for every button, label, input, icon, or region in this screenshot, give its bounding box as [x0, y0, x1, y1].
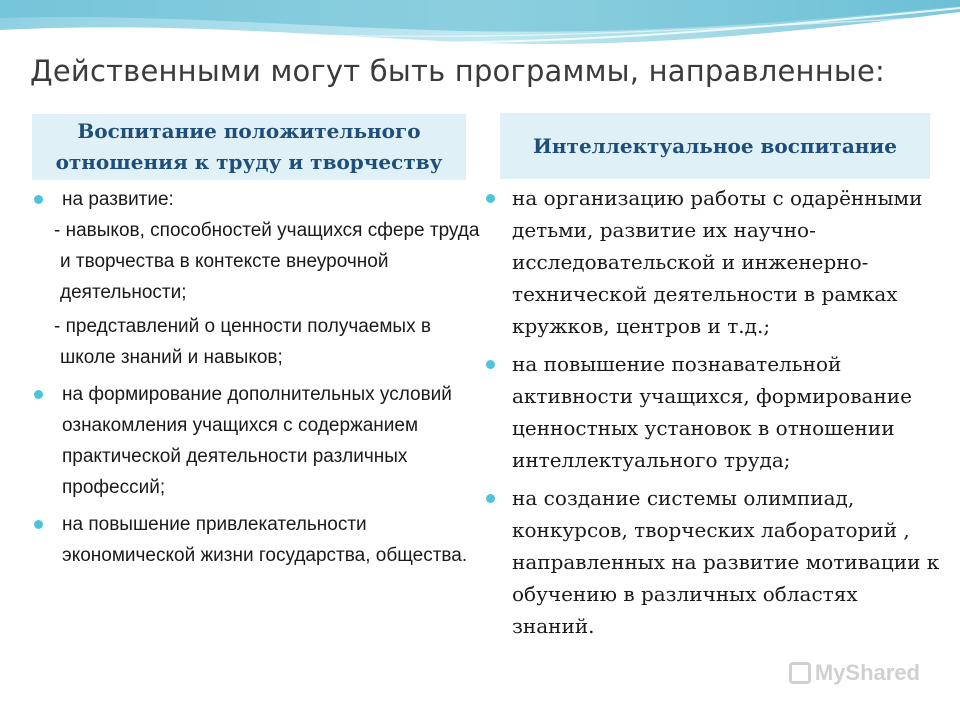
right-bullet1-text: на организацию работы с одарёнными детьми, развитие их научно-исследовательской и инженерно-технической деятельности в рамках кружков, центров и т.д.;: [512, 186, 923, 338]
bullet-icon: [34, 390, 43, 399]
bullet-icon: [486, 494, 495, 503]
left-column-list: [30, 184, 480, 571]
list-item: [480, 182, 940, 342]
left-bullet1-text: на развитие:: [62, 189, 174, 210]
list-item: [30, 379, 480, 503]
left-bullet2-text: на формирование дополнительных условий ознакомления учащихся с содержанием практической деятельности различных профессий;: [62, 384, 452, 498]
watermark-text: MyShared: [814, 660, 920, 685]
bullet-icon: [486, 194, 495, 203]
left-heading-line2: отношения к труду и творчеству: [55, 150, 443, 174]
bullet-icon: [34, 195, 43, 204]
right-column-list: [480, 182, 940, 642]
watermark: [789, 660, 920, 686]
right-bullet3-text: на создание системы олимпиад, конкурсов, творческих лабораторий , направленных на развитие мотивации к обучению в различных областях знаний.: [512, 486, 940, 638]
list-item: [30, 184, 480, 215]
right-column-heading: [500, 113, 930, 179]
right-bullet2-text: на повышение познавательной активности учащихся, формирование ценностных установок в отношении интеллектуального труда;: [512, 352, 912, 472]
watermark-logo-icon: [789, 662, 811, 684]
bullet-icon: [486, 360, 495, 369]
list-item: [30, 509, 480, 571]
left-sub2-text: - представлений о ценности получаемых в школе знаний и навыков;: [54, 316, 431, 368]
left-heading-line1: Воспитание положительного: [77, 119, 421, 143]
list-item: [480, 348, 940, 476]
right-heading-text: Интеллектуальное воспитание: [533, 133, 897, 158]
list-item: [480, 482, 940, 642]
left-bullet3-text: на повышение привлекательности экономической жизни государства, общества.: [62, 514, 468, 566]
slide-title: Действенными могут быть программы, направленные:: [30, 54, 885, 88]
left-column-heading: [32, 114, 466, 180]
left-sub1-text: - навыков, способностей учащихся сфере труда и творчества в контексте внеурочной деятельности;: [54, 220, 480, 303]
bullet-icon: [34, 520, 43, 529]
